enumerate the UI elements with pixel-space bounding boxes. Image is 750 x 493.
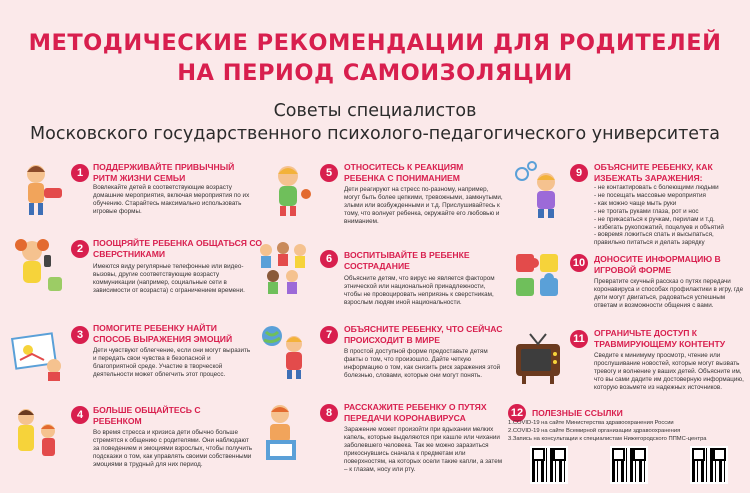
tip-bullet: - не трогать руками глаза, рот и нос (594, 207, 699, 215)
tip-number-badge: 10 (570, 254, 588, 272)
tip-number-badge: 6 (320, 250, 338, 268)
tip-number-badge: 5 (320, 164, 338, 182)
tip-heading: ПОМОГИТЕ РЕБЕНКУ НАЙТИ СПОСОБ ВЫРАЖЕНИЯ ЭМОЦИЙ (93, 323, 233, 344)
tip-text: Превратите скучный рассказ о путях передачи коронавируса и способах профилактики в игру, где дети могут двигаться, радоваться успешным ответам и возможности общения с вами. (594, 278, 744, 309)
tip-heading: ОБЪЯСНИТЕ РЕБЕНКУ, КАК ИЗБЕЖАТЬ ЗАРАЖЕНИЯ: (594, 162, 713, 183)
tip-heading: ОГРАНИЧЬТЕ ДОСТУП К ТРАВМИРУЮЩЕМУ КОНТЕНТУ (594, 328, 726, 349)
tip-heading: РАССКАЖИТЕ РЕБЕНКУ О ПУТЯХ ПЕРЕДАЧИ КОРОНАВИРУСА (344, 402, 487, 423)
tip-heading: ВОСПИТЫВАЙТЕ В РЕБЕНКЕ СОСТРАДАНИЕ (344, 250, 470, 271)
useful-links-list (508, 420, 748, 444)
tip-bullet: - вовремя ложиться спать и высыпаться, (594, 231, 714, 239)
tip-text: Во время стресса и кризиса дети обычно больше стремятся к общению с родителями. Они наблюдают за поведением и эмоциями взрослых, чтобы получить подсказки о том, как управлять своими собственными эмоциями в трудный для них период. (93, 429, 253, 468)
tip-text: Дети чувствуют облегчение, если они могут выразить и передать свои чувства в безопасной и благоприятной среде. Участие в творческой деятельности может облегчить этот процесс. (93, 347, 251, 378)
tv-illustration (512, 330, 566, 390)
tip-number-badge: 8 (320, 404, 338, 422)
useful-link[interactable]: 2.COVID-19 на сайте Всемирной организации здравоохранения (508, 427, 681, 434)
page-title-line-2: НА ПЕРИОД САМОИЗОЛЯЦИИ (177, 60, 573, 86)
tip-number-badge: 4 (71, 406, 89, 424)
tip-text: Заражение может произойти при вдыхании мелких капель, которые выделяются при кашле или чихании заболевшего человека. Так же можно заразиться прикоснувшись сначала к предметам или поверхностям, на которых осели такие капли, а затем – к глазам, носу или рту. (344, 426, 503, 473)
tip-bullet: - не прикасаться к ручкам, перилам и т.д. (594, 215, 715, 223)
qr-code-2[interactable] (610, 446, 648, 484)
girl-on-phone-illustration (12, 235, 66, 295)
qr-code-3[interactable] (690, 446, 728, 484)
child-reading-illustration (258, 402, 312, 462)
parent-and-child-illustration (10, 405, 64, 465)
tip-text: Сведите к минимуму просмотр, чтение или прослушивание новостей, которые могут вызвать тревогу и волнение у ваших детей. Объясните им, что вы сами дадите им достоверную информацию, которую возьмете из надежных источников. (594, 352, 744, 391)
children-group-illustration (256, 240, 310, 300)
tip-heading: ПОДДЕРЖИВАЙТЕ ПРИВЫЧНЫЙ РИТМ ЖИЗНИ СЕМЬИ (93, 162, 235, 183)
tip-text: Имеются виду регулярные телефонные или видео-вызовы, другие соответствующие возрасту коммуникации (например, социальные сети в зависимости от возраста) с ограничением времени. (93, 263, 245, 294)
tip-heading: ПОЛЕЗНЫЕ ССЫЛКИ (532, 408, 623, 418)
tip-text: Объясните детям, что вирус не является фактором этнической или национальной принадлежности, чтобы не провоцировать неприязнь к сверстникам, взрослым людям иной национальности. (344, 275, 495, 306)
tip-heading: БОЛЬШЕ ОБЩАЙТЕСЬ С РЕБЕНКОМ (93, 405, 201, 426)
tip-number-badge: 3 (71, 326, 89, 344)
tip-text: Дети реагируют на стресс по-разному, например, могут быть более цепкими, тревожными, замкнутыми, злыми или возбужденными и т.д. Прислушивайтесь к тому, что волнует ребенка, окружайте его любовью и вниманием. (344, 186, 503, 225)
page-title-line-1: МЕТОДИЧЕСКИЕ РЕКОМЕНДАЦИИ ДЛЯ РОДИТЕЛЕЙ (28, 30, 722, 56)
tip-bullet: - избегать рукопожатий, поцелуев и объятий (594, 223, 724, 231)
child-with-toy-illustration (262, 160, 316, 220)
tip-bullet-list (594, 184, 744, 247)
tip-heading: ОТНОСИТЕСЬ К РЕАКЦИЯМ РЕБЕНКА С ПОНИМАНИЕМ (344, 162, 464, 183)
tip-bullet: - не контактировать с болеющими людьми (594, 184, 719, 191)
tip-heading: ДОНОСИТЕ ИНФОРМАЦИЮ В ИГРОВОЙ ФОРМЕ (594, 254, 721, 275)
tip-number-badge: 2 (71, 240, 89, 258)
children-drawing-illustration (10, 322, 64, 382)
puzzle-pieces-illustration (512, 246, 566, 306)
subtitle-line-2: Московского государственного психолого-педагогического университета (30, 124, 720, 144)
tip-bullet: правильно питаться и делать зарядку (594, 239, 705, 247)
tip-heading: ПООЩРЯЙТЕ РЕБЕНКА ОБЩАТЬСЯ СО СВЕРСТНИКАМИ (93, 238, 263, 259)
useful-link[interactable]: 3.Запись на консультации к специалистам Нижегородского ППМС-центра (508, 435, 707, 442)
tip-number-badge: 1 (71, 164, 89, 182)
tip-number-badge: 12 (508, 404, 526, 422)
tip-heading: ОБЪЯСНИТЕ РЕБЕНКУ, ЧТО СЕЙЧАС ПРОИСХОДИТ В МИРЕ (344, 324, 503, 345)
child-cooking-illustration (14, 160, 68, 220)
tip-bullet: - не посещать массовые мероприятия (594, 191, 706, 199)
tip-text: Вовлекайте детей в соответствующие возрасту домашние мероприятия, включая мероприятия по их обучению. Старайтесь максимально использовать игровые формы. (93, 184, 250, 215)
qr-code-1[interactable] (530, 446, 568, 484)
tip-text: В простой доступной форме предоставьте детям факты о том, что произошло. Дайте четкую информацию о том, как снизить риск заражения этой болезнью, словами, которые они могут понять. (344, 348, 501, 379)
tip-number-badge: 7 (320, 326, 338, 344)
tip-number-badge: 11 (570, 330, 588, 348)
child-with-globe-illustration (258, 322, 312, 382)
tip-bullet: - как можно чаще мыть руки (594, 199, 677, 207)
subtitle-line-1: Советы специалистов (273, 101, 477, 121)
child-with-bubbles-illustration (512, 160, 566, 220)
tip-number-badge: 9 (570, 164, 588, 182)
useful-link[interactable]: 1.COVID-19 на сайте Министерства здравоохранения России (508, 420, 674, 426)
